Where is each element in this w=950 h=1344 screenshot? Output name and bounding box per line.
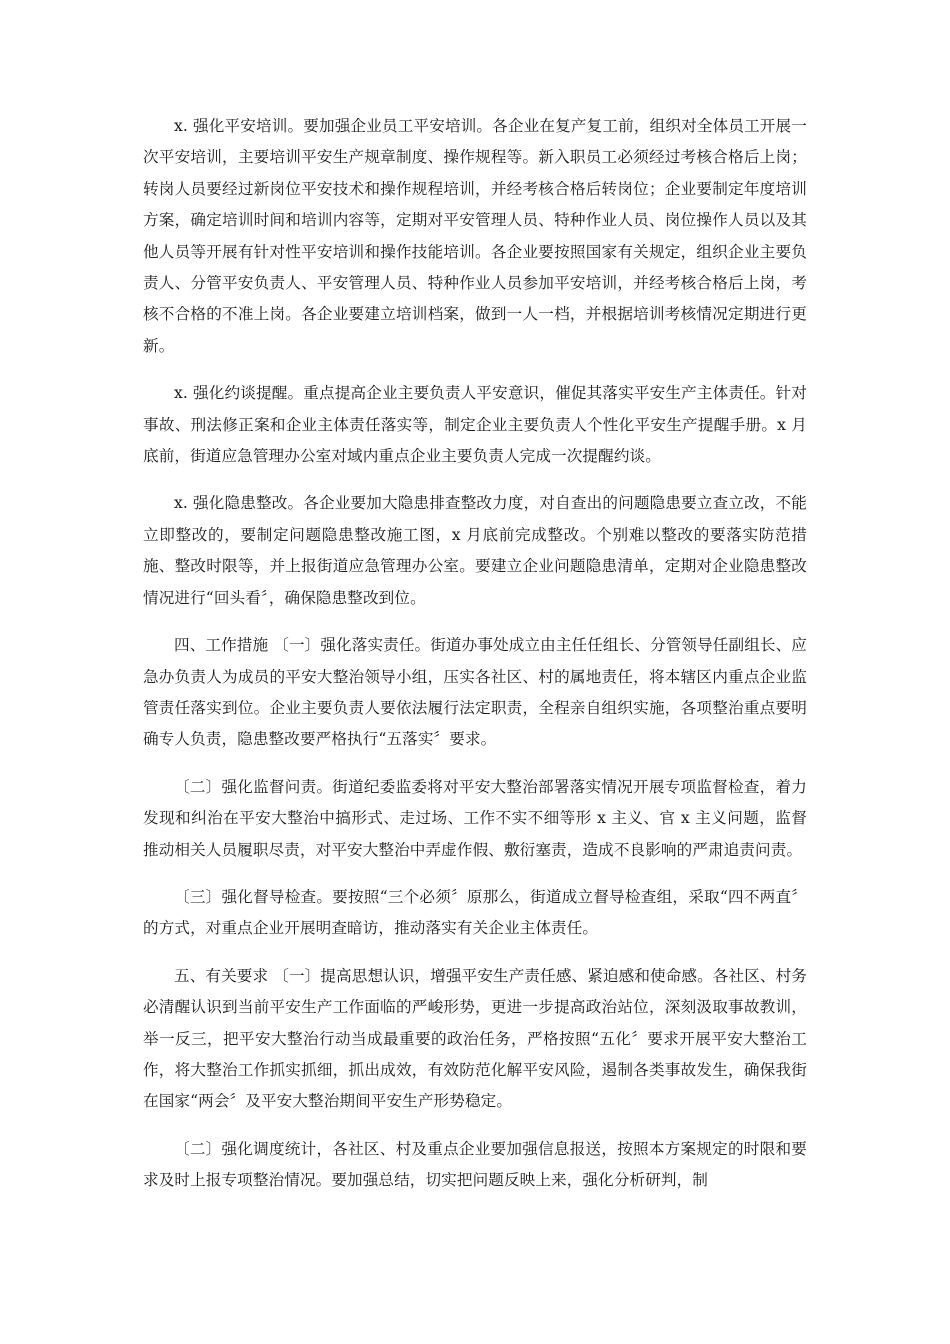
paragraph-supervision-accountability: 〔二〕强化监督问责。街道纪委监委将对平安大整治部署落实情况开展专项监督检查，着力发现和纠治在平安大整治中搞形式、走过场、工作不实不细等形 x 主义、官 x 主义问题，监督推动相关人员履职尽责，对平安大整治中弄虚作假、敷衍塞责，造成不良影响的严肃追责问责。 [143, 777, 807, 859]
paragraph-safety-training: x. 强化平安培训。要加强企业员工平安培训。各企业在复产复工前，组织对全体员工开展一次平安培训，主要培训平安生产规章制度、操作规程等。新入职员工必须经过考核合格后上岗；转岗人员要经过新岗位平安技术和操作规程培训，并经考核合格后转岗位；企业要制定年度培训方案，确定培训时间和培训内容等，定期对平安管理人员、特种作业人员、岗位操作人员以及其他人员等开展有针对性平安培训和操作技能培训。各企业要按照国家有关规定，组织企业主要负责人、分管平安负责人、平安管理人员、特种作业人员参加平安培训，并经考核合格后上岗，考核不合格的不准上岗。各企业要建立培训档案，做到一人一档，并根据培训考核情况定期进行更新。 [143, 117, 807, 355]
document-body [143, 111, 807, 1213]
paragraph-work-measures-responsibility: 四、工作措施 〔一〕强化落实责任。街道办事处成立由主任任组长、分管领导任副组长、应急办负责人为成员的平安大整治领导小组，压实各社区、村的属地责任，将本辖区内重点企业监管责任落实到位。企业主要负责人要依法履行法定职责，全程亲自组织实施，各项整治重点要明确专人负责，隐患整改要严格执行“五落实〞要求。 [143, 636, 807, 749]
paragraph-statistics-reporting: 〔二〕强化调度统计，各社区、村及重点企业要加强信息报送，按照本方案规定的时限和要求及时上报专项整治情况。要加强总结，切实把问题反映上来，强化分析研判，制 [143, 1139, 807, 1190]
paragraph-requirements-awareness: 五、有关要求 〔一〕提高思想认识，增强平安生产责任感、紧迫感和使命感。各社区、村务必清醒认识到当前平安生产工作面临的严峻形势，更进一步提高政治站位，深刻汲取事故教训，举一反三，把平安大整治行动当成最重要的政治任务，严格按照“五化〞要求开展平安大整治工作，将大整治工作抓实抓细，抓出成效，有效防范化解平安风险，遏制各类事故发生，确保我街在国家“两会〞及平安大整治期间平安生产形势稳定。 [143, 966, 807, 1111]
paragraph-interview-reminder: x. 强化约谈提醒。重点提高企业主要负责人平安意识，催促其落实平安生产主体责任。针对事故、刑法修正案和企业主体责任落实等，制定企业主要负责人个性化平安生产提醒手册。x 月底前，街道应急管理办公室对域内重点企业主要负责人完成一次提醒约谈。 [143, 384, 807, 466]
paragraph-inspection: 〔三〕强化督导检查。要按照“三个必须〞原那么，街道成立督导检查组，采取“四不两直〞的方式，对重点企业开展明查暗访，推动落实有关企业主体责任。 [143, 887, 807, 938]
paragraph-hazard-rectification: x. 强化隐患整改。各企业要加大隐患排查整改力度，对自查出的问题隐患要立查立改，不能立即整改的，要制定问题隐患整改施工图，x 月底前完成整改。个别难以整改的要落实防范措施、整改时限等，并上报街道应急管理办公室。要建立企业问题隐患清单，定期对企业隐患整改情况进行“回头看〞，确保隐患整改到位。 [143, 494, 807, 607]
